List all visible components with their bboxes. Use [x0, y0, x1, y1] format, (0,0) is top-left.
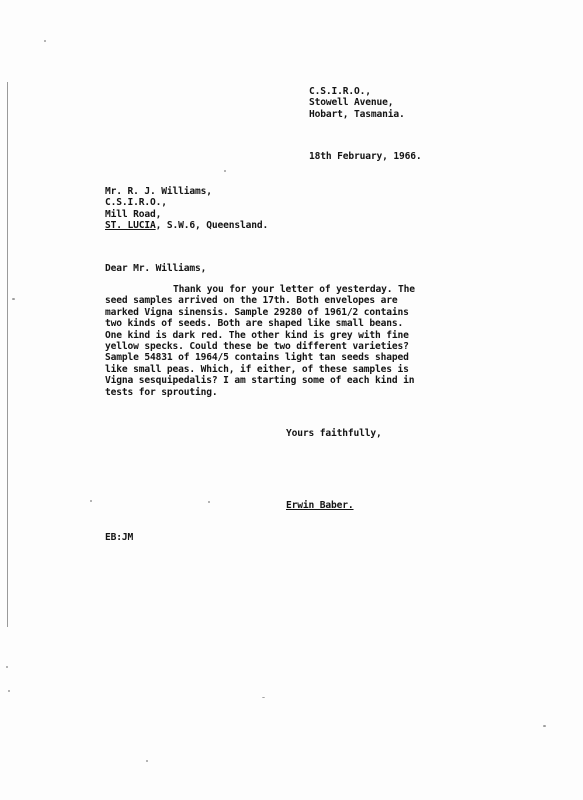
body-line: Sample 54831 of 1964/5 contains light tan seeds shaped — [105, 352, 409, 364]
recipient-suburb: ST. LUCIA — [105, 220, 156, 232]
sender-line: Hobart, Tasmania. — [309, 108, 405, 120]
scan-speck — [12, 298, 15, 300]
body-line: two kinds of seeds. Both are shaped like small beans. — [105, 318, 404, 330]
scan-speck — [6, 666, 8, 668]
body-line: yellow specks. Could these be two different varieties? — [105, 341, 409, 353]
recipient-line — [105, 220, 268, 231]
page-edge-line — [7, 82, 8, 627]
body-line: seed samples arrived on the 17th. Both envelopes are — [105, 295, 398, 307]
recipient-line: Mill Road, — [105, 208, 162, 220]
sender-line: C.S.I.R.O., — [309, 86, 371, 97]
sender-line: Stowell Avenue, — [309, 97, 394, 109]
salutation: Dear Mr. Williams, — [105, 263, 207, 274]
recipient-address — [105, 186, 268, 232]
scan-speck — [44, 40, 46, 42]
scan-speck — [146, 760, 148, 762]
scan-speck — [262, 697, 265, 698]
recipient-state: , S.W.6, Queensland. — [155, 220, 269, 232]
body-line: Vigna sesquipedalis? I am starting some of each kind in — [105, 375, 415, 387]
body-line: tests for sprouting. — [105, 386, 218, 398]
signature: Erwin Baber. — [286, 500, 354, 511]
scan-speck — [224, 170, 226, 172]
body-line: One kind is dark red. The other kind is grey with fine — [105, 329, 409, 341]
scan-speck — [208, 501, 210, 503]
letter-date: 18th February, 1966. — [309, 151, 422, 162]
sender-address — [309, 86, 405, 120]
scan-speck — [8, 690, 10, 692]
scan-speck — [543, 725, 546, 727]
scan-speck — [90, 500, 92, 502]
body-line: marked Vigna sinensis. Sample 29280 of 1961/2 contains — [105, 306, 409, 318]
letter-body — [105, 284, 415, 398]
body-line: like small peas. Which, if either, of these samples is — [105, 363, 409, 375]
body-line: Thank you for your letter of yesterday. The — [173, 284, 415, 295]
reference-initials: EB:JM — [105, 532, 134, 543]
closing: Yours faithfully, — [286, 428, 382, 439]
recipient-line: Mr. R. J. Williams, — [105, 186, 212, 197]
recipient-line: C.S.I.R.O., — [105, 197, 167, 209]
